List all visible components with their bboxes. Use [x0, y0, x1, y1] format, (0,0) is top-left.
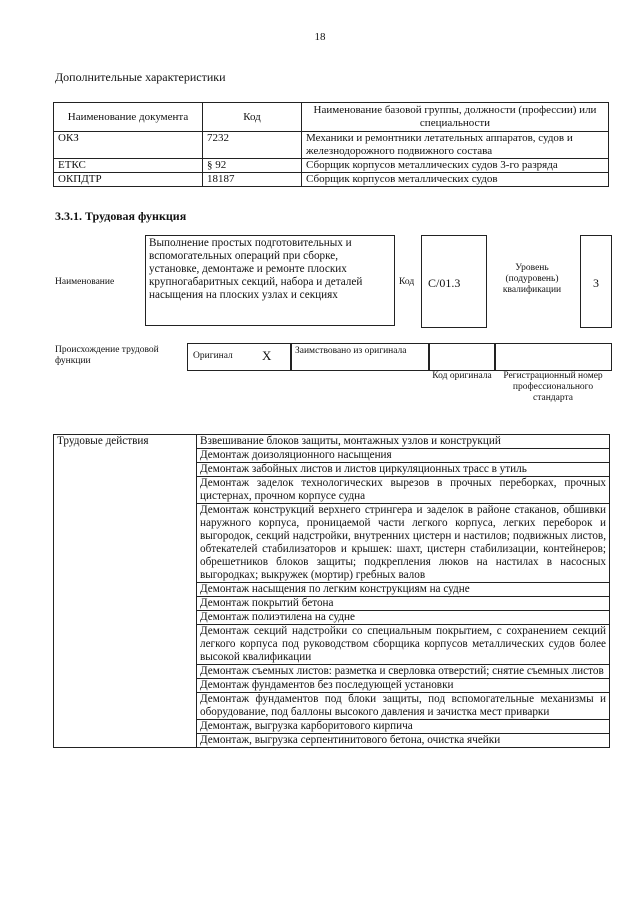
- table-cell: § 92: [203, 159, 302, 173]
- labor-action-item: Демонтаж полиэтилена на судне: [197, 611, 610, 625]
- original-label: Оригинал: [193, 351, 233, 361]
- function-name-box: [145, 235, 395, 326]
- code-original-caption: Код оригинала: [432, 371, 492, 381]
- additional-characteristics-table: [53, 102, 609, 187]
- additional-characteristics-title: Дополнительные характеристики: [55, 70, 226, 84]
- table-cell: Механики и ремонтники летательных аппаратов, судов и железнодорожного подвижного состава: [302, 132, 609, 159]
- table-row: [54, 435, 610, 449]
- table-cell: ОКПДТР: [54, 173, 203, 187]
- code-box: [421, 235, 487, 328]
- labor-action-item: Демонтаж доизоляционного насыщения: [197, 449, 610, 463]
- labor-action-item: Демонтаж фундаментов без последующей установки: [197, 679, 610, 693]
- level-value: 3: [593, 276, 599, 290]
- origin-label: Происхождение трудовой функции: [55, 345, 159, 366]
- labor-action-item: Взвешивание блоков защиты, монтажных узлов и конструкций: [197, 435, 610, 449]
- level-box: [580, 235, 612, 328]
- function-name-value: Выполнение простых подготовительных и вспомогательных операций при сборке, установке, демонтаже и ремонте плоских крупногабаритных секций, набора и деталей насыщения на плоских узлах и секциях: [149, 237, 363, 301]
- table-header-row: [54, 103, 609, 132]
- labor-action-item: Демонтаж фундаментов под блоки защиты, под вспомогательные механизмы и оборудование, под баллоны высокого давления и зачистка мест приварки: [197, 693, 610, 720]
- table-cell: Сборщик корпусов металлических судов 3-го разряда: [302, 159, 609, 173]
- borrowed-label: Заимствовано из оригинала: [295, 346, 407, 356]
- name-label: Наименование: [55, 277, 115, 287]
- reg-number-caption: Регистрационный номер профессионального стандарта: [503, 371, 603, 403]
- labor-action-item: Демонтаж забойных листов и листов циркуляционных трасс в утиль: [197, 463, 610, 477]
- header-code: Код: [203, 103, 302, 132]
- code-label: Код: [399, 277, 415, 287]
- table-cell: ЕТКС: [54, 159, 203, 173]
- header-group-name: Наименование базовой группы, должности (профессии) или специальности: [302, 103, 609, 132]
- reg-number-box: [494, 343, 612, 371]
- labor-action-item: Демонтаж насыщения по легким конструкциям на судне: [197, 583, 610, 597]
- table-cell: 7232: [203, 132, 302, 159]
- borrowed-box: [290, 343, 430, 371]
- table-cell: Сборщик корпусов металлических судов: [302, 173, 609, 187]
- table-row: [54, 132, 609, 159]
- labor-actions-table: [53, 434, 610, 748]
- table-cell: 18187: [203, 173, 302, 187]
- table-cell: ОКЗ: [54, 132, 203, 159]
- header-doc-name: Наименование документа: [54, 103, 203, 132]
- labor-action-item: Демонтаж съемных листов: разметка и сверловка отверстий; снятие съемных листов: [197, 665, 610, 679]
- labor-action-item: Демонтаж покрытий бетона: [197, 597, 610, 611]
- page-number: 18: [314, 31, 326, 43]
- code-original-box: [428, 343, 496, 371]
- table-row: [54, 173, 609, 187]
- section-title: 3.3.1. Трудовая функция: [55, 209, 187, 223]
- labor-actions-label: Трудовые действия: [54, 435, 197, 748]
- original-box: [187, 343, 292, 371]
- code-value: С/01.3: [428, 276, 461, 290]
- original-mark: X: [262, 348, 272, 363]
- labor-action-item: Демонтаж секций надстройки со специальным покрытием, с сохранением секций легкого корпуса под руководством сборщика корпусов металлических судов более высокой квалификации: [197, 625, 610, 665]
- level-label: Уровень (подуровень) квалификации: [502, 263, 562, 295]
- labor-action-item: Демонтаж конструкций верхнего стрингера и заделок в районе стаканов, обшивки наружного корпуса, проницаемой части легкого корпуса, легких переборок и выгородок, секций надстройки, внутренних цистерн и настилов; подвижных листов, обтекателей стабилизаторов и крышек: шахт, цистерн стабилизации, контейнеров; обрешетников блоков защиты; подкрепления люков на настилах в насосных выгородках; выкружек (мортир) гребных валов: [197, 504, 610, 583]
- labor-action-item: Демонтаж, выгрузка серпентинитового бетона, очистка ячейки: [197, 734, 610, 748]
- labor-action-item: Демонтаж, выгрузка карборитового кирпича: [197, 720, 610, 734]
- labor-action-item: Демонтаж заделок технологических вырезов в прочных переборках, прочных цистернах, прочном корпусе судна: [197, 477, 610, 504]
- table-row: [54, 159, 609, 173]
